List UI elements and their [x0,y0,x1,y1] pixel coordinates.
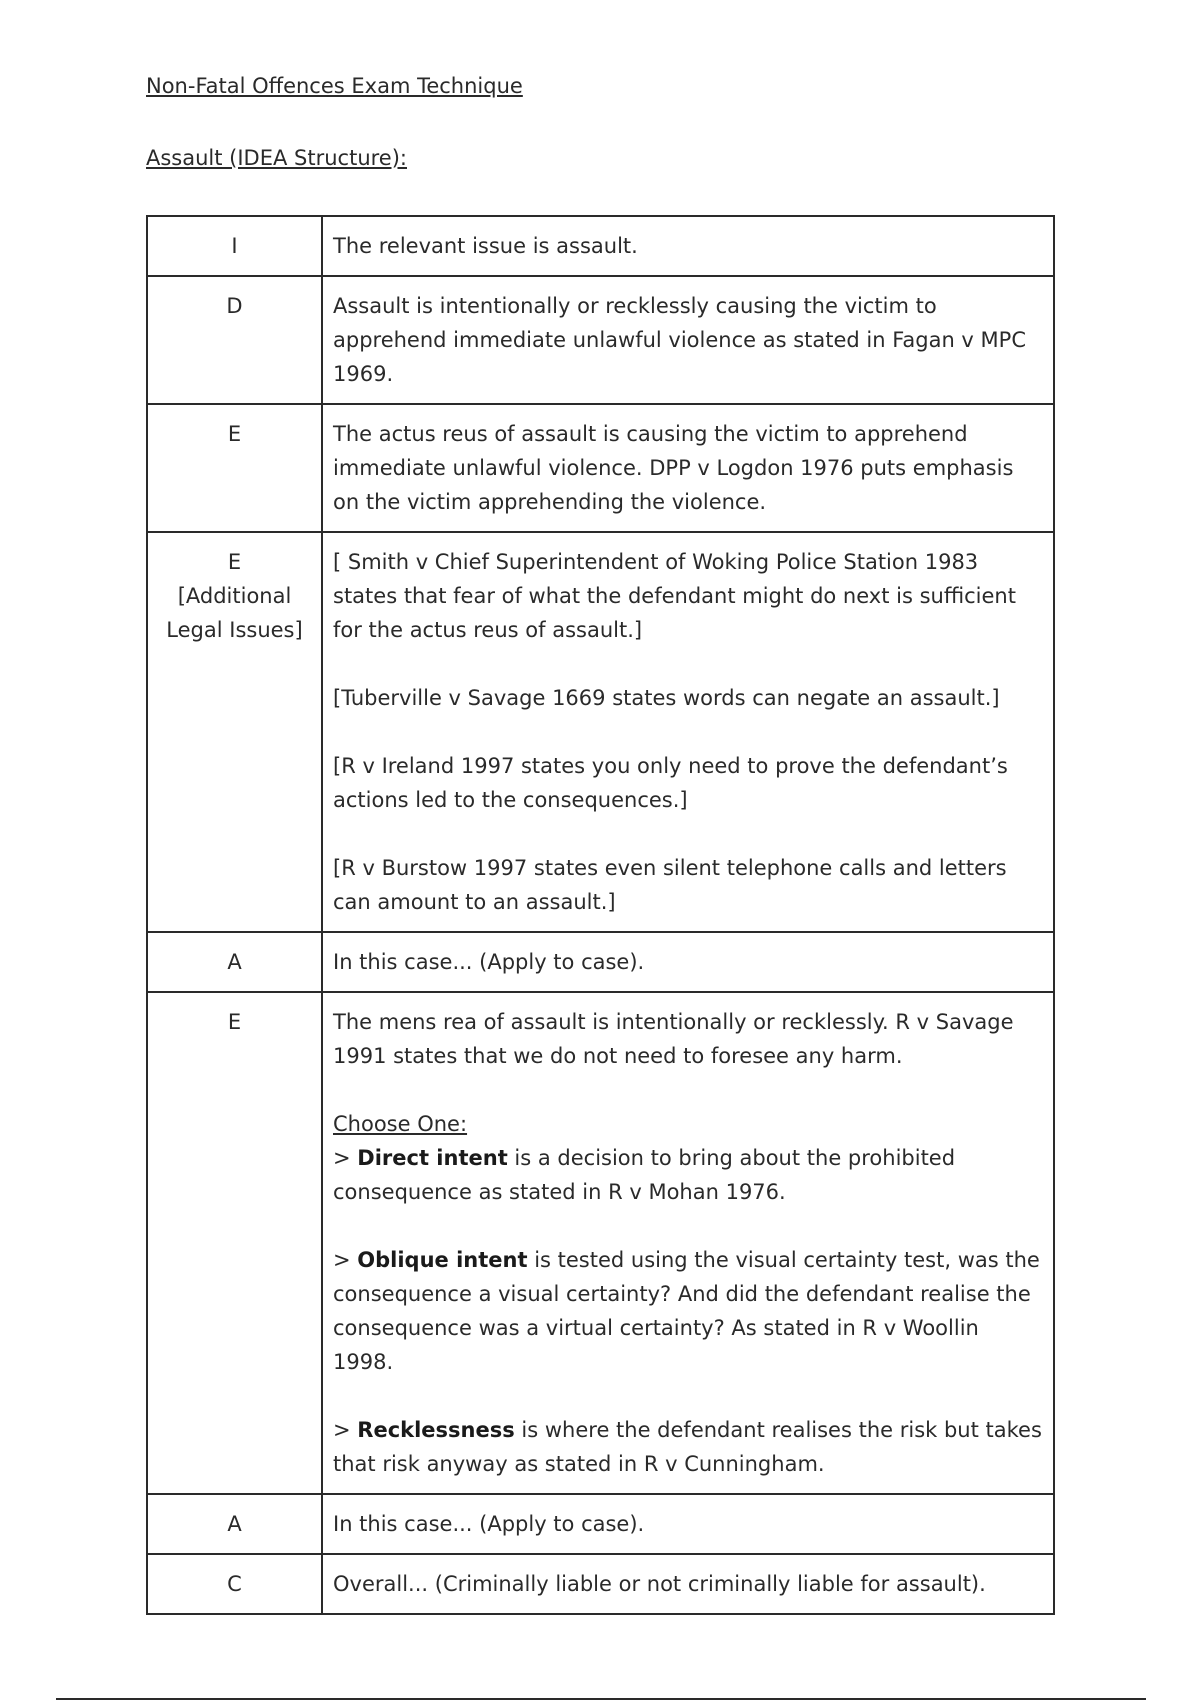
row-letter-note: [Additional [177,584,292,608]
option-prefix: > [333,1248,358,1272]
option-oblique-intent [333,1243,1043,1379]
table-row [147,404,1054,532]
case-note: [Tuberville v Savage 1669 states words can negate an assault.] [333,686,1000,710]
case-note: [ Smith v Chief Superintendent of Woking Police Station 1983 states that fear of what the defendant might do next is sufficient for the actus reus of assault.] [333,550,1016,642]
row-letter-main: E [227,550,242,574]
row-content [322,532,1054,932]
row-letter: A [147,1494,322,1554]
row-content [322,404,1054,532]
table-row [147,216,1054,276]
row-text: The mens rea of assault is intentionally or recklessly. R v Savage 1991 states that we do not need to foresee any harm. [333,1010,1014,1068]
option-prefix: > [333,1418,358,1442]
document-title: Non-Fatal Offences Exam Technique [146,74,523,98]
row-content [322,276,1054,404]
section-heading: Assault (IDEA Structure): [146,146,407,170]
row-letter: I [147,216,322,276]
row-letter-note: Legal Issues] [166,618,303,642]
case-note: [R v Burstow 1997 states even silent telephone calls and letters can amount to an assault.] [333,856,1007,914]
option-prefix: > [333,1146,358,1170]
table-row [147,276,1054,404]
choose-block [333,1107,1043,1209]
option-recklessness [333,1413,1043,1481]
option-term: Oblique intent [357,1248,528,1272]
case-note: [R v Ireland 1997 states you only need to prove the defendant’s actions led to the consequences.] [333,754,1008,812]
row-content [322,1554,1054,1614]
table-row [147,1494,1054,1554]
table-row [147,932,1054,992]
row-letter [147,532,322,932]
row-letter: E [147,992,322,1494]
option-term: Recklessness [357,1418,515,1442]
row-text: Overall... (Criminally liable or not criminally liable for assault). [333,1572,986,1596]
row-letter: C [147,1554,322,1614]
option-text: is tested using the visual certainty test, was the consequence a visual certainty? And did the defendant realise the consequence was a virtual certainty? As stated in R v Woollin 1998. [333,1248,1040,1374]
row-text: The relevant issue is assault. [333,234,638,258]
row-letter: A [147,932,322,992]
idea-table [146,215,1055,1615]
row-text: Assault is intentionally or recklessly causing the victim to apprehend immediate unlawful violence as stated in Fagan v MPC 1969. [333,294,1026,386]
row-text: The actus reus of assault is causing the victim to apprehend immediate unlawful violence. DPP v Logdon 1976 puts emphasis on the victim apprehending the violence. [333,422,1014,514]
row-content [322,932,1054,992]
row-content [322,992,1054,1494]
table-row [147,1554,1054,1614]
table-row [147,992,1054,1494]
option-direct-intent [333,1141,1043,1209]
option-text: is where the defendant realises the risk but takes that risk anyway as stated in R v Cunningham. [333,1418,1042,1476]
row-text: In this case... (Apply to case). [333,950,645,974]
option-term: Direct intent [357,1146,508,1170]
row-letter: D [147,276,322,404]
row-text: In this case... (Apply to case). [333,1512,645,1536]
choose-heading: Choose One: [333,1112,468,1136]
table-row [147,532,1054,932]
row-content [322,1494,1054,1554]
option-text: is a decision to bring about the prohibited consequence as stated in R v Mohan 1976. [333,1146,956,1204]
row-content [322,216,1054,276]
row-letter: E [147,404,322,532]
